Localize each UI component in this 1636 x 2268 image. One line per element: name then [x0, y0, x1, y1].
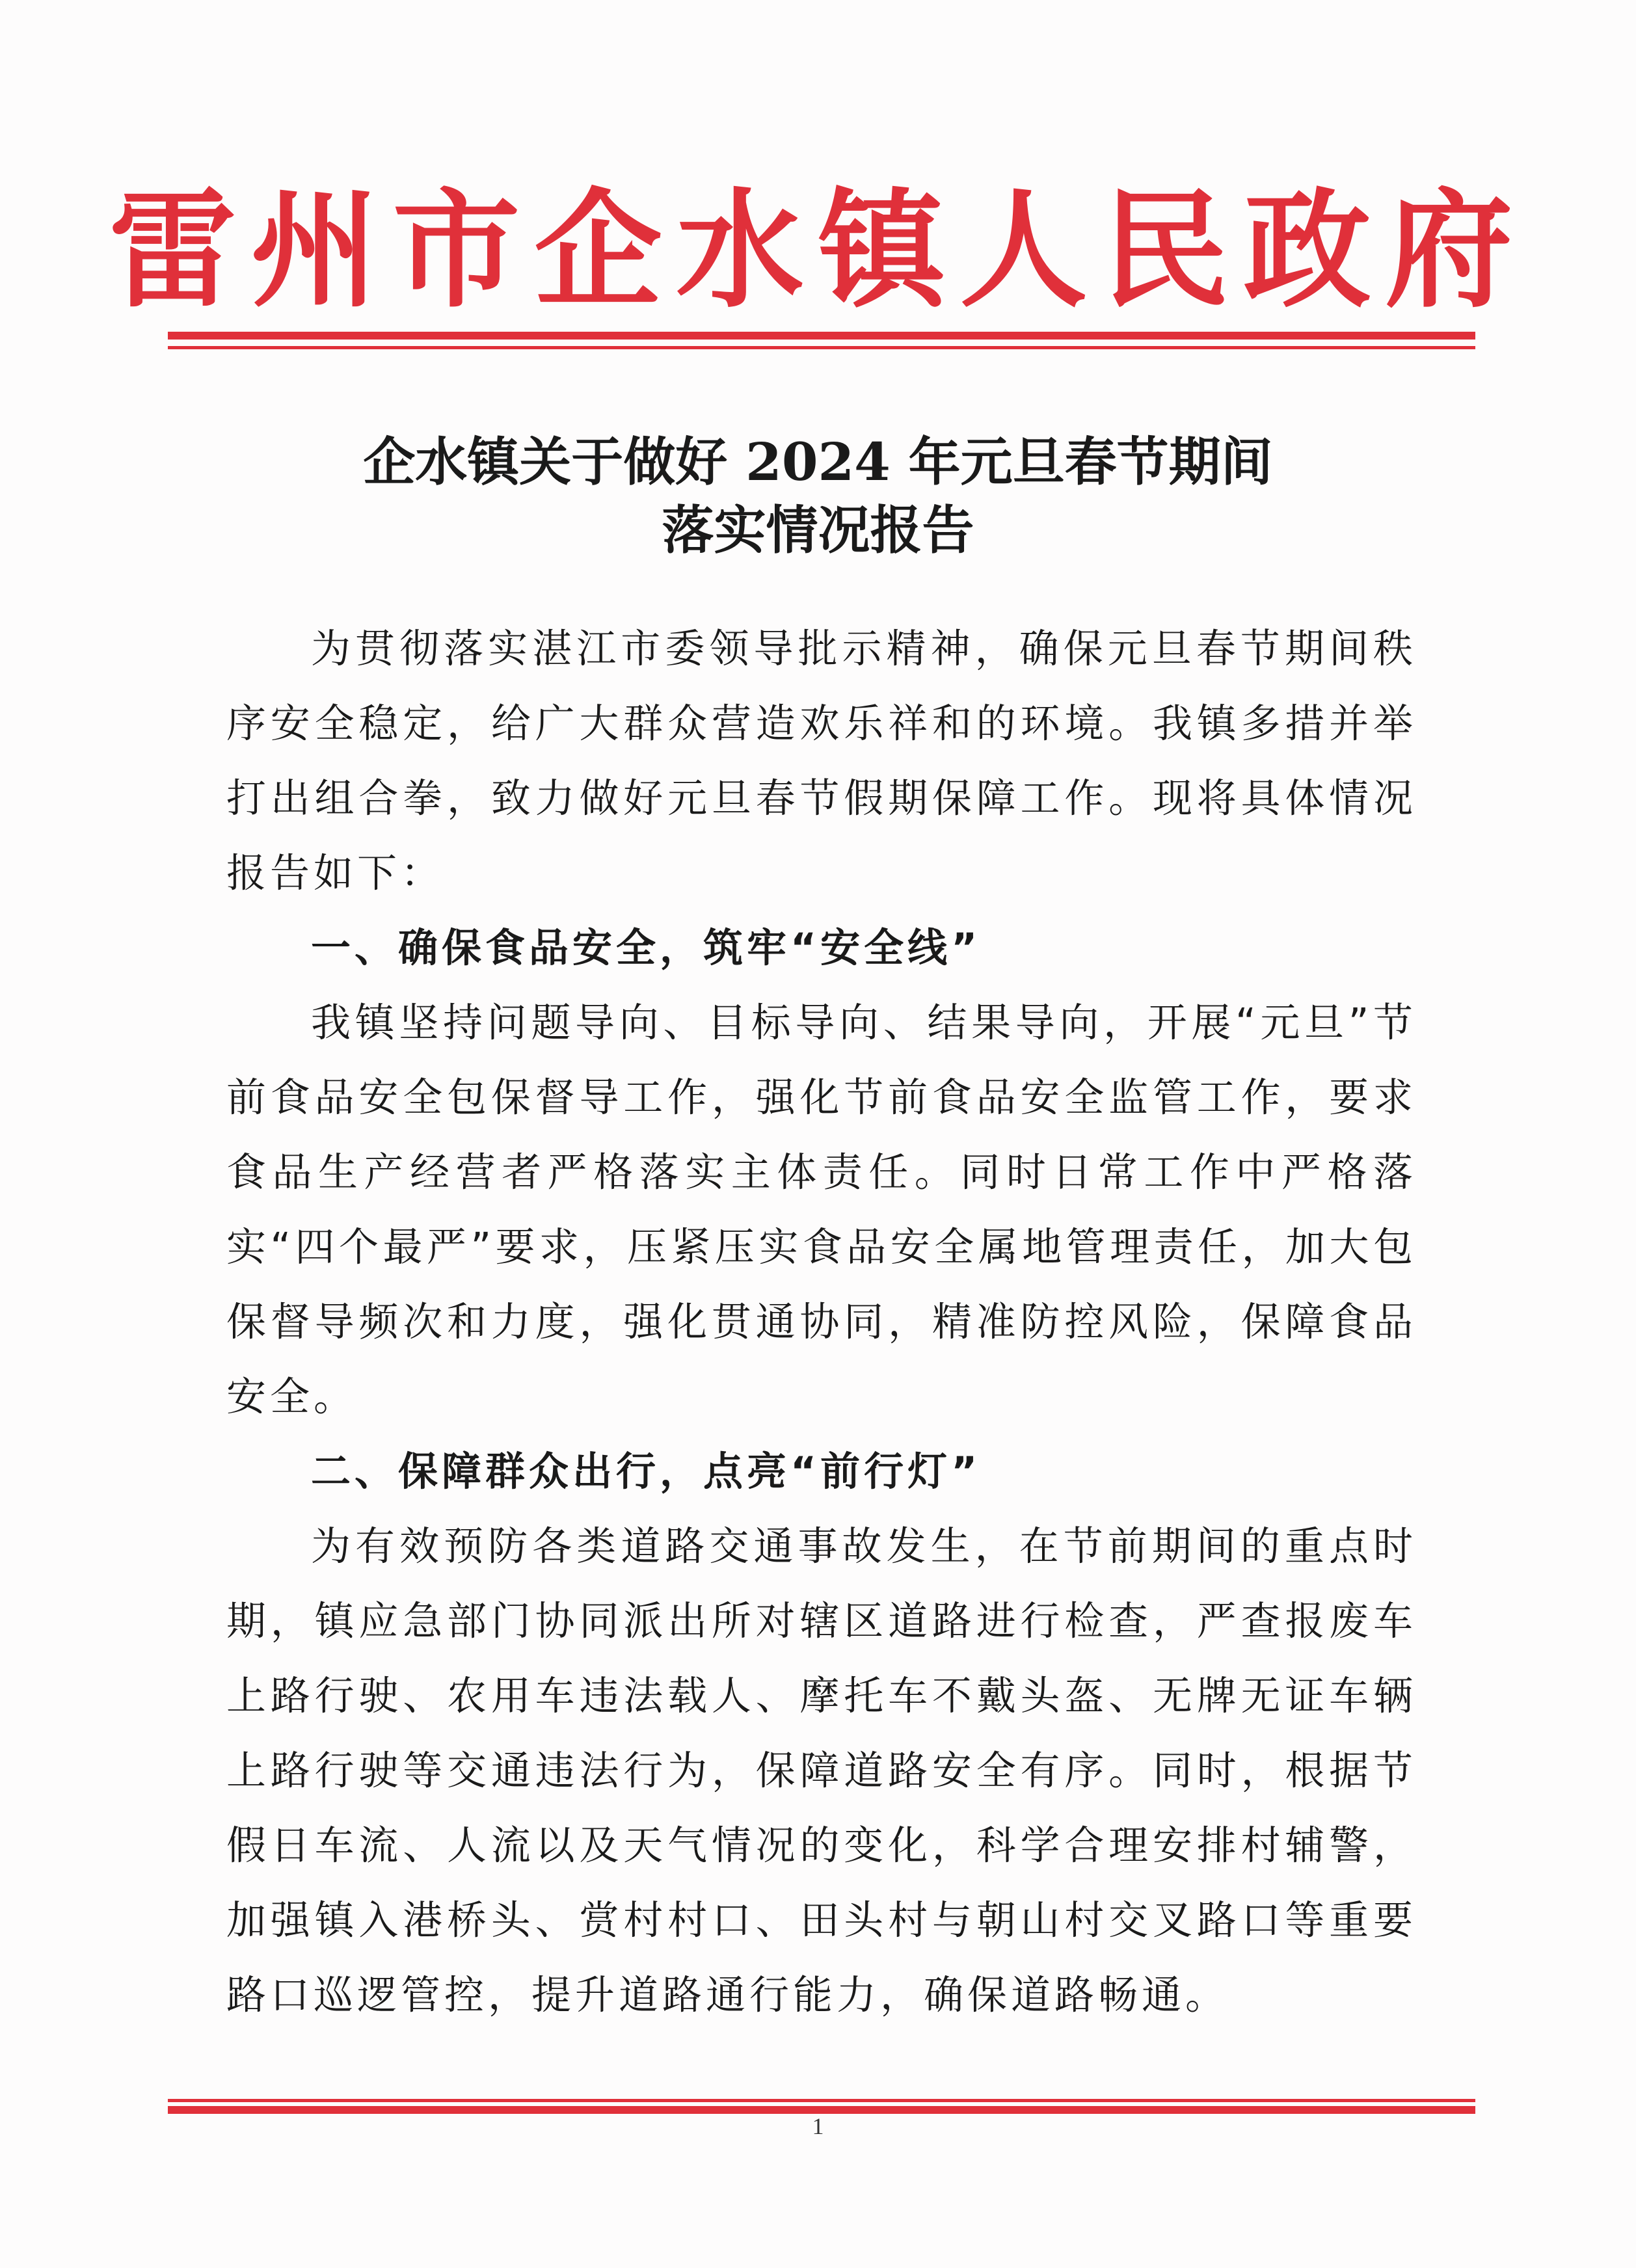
section-2-heading: 二、保障群众出行，点亮“前行灯” [311, 1448, 982, 1495]
section-1-heading: 一、确保食品安全，筑牢“安全线” [311, 925, 982, 971]
footer-red-rule-thin [168, 2099, 1475, 2102]
section-1-paragraph: 我镇坚持问题导向、目标导向、结果导向，开展“元旦”节前食品安全包保督导工作，强化节前食品安全监管工作，要求食品生产经营者严格落实主体责任。同时日常工作中严格落实“四个最严”要求，压紧压实食品安全属地管理责任，加大包保督导频次和力度，强化贯通协同，精准防控风险，保障食品安全。 [226, 1000, 1417, 1420]
section-2-paragraph: 为有效预防各类道路交通事故发生，在节前期间的重点时期，镇应急部门协同派出所对辖区道路进行检查，严查报废车上路行驶、农用车违法载人、摩托车不戴头盔、无牌无证车辆上路行驶等交通违法行为，保障道路安全有序。同时，根据节假日车流、人流以及天气情况的变化，科学合理安排村辅警，加强镇入港桥头、赏村村口、田头村与朝山村交叉路口等重要路口巡逻管控，提升道路通行能力，确保道路畅通。 [226, 1523, 1417, 2018]
issuing-authority-header: 雷州市企水镇人民政府 [109, 176, 1527, 325]
header-red-rule-thin [168, 346, 1475, 349]
document-body [226, 611, 1417, 2033]
document-title-line-1: 企水镇关于做好 2024 年元旦春节期间 [363, 431, 1273, 492]
document-title-line-2: 落实情况报告 [662, 500, 974, 561]
page-number: 1 [812, 2113, 824, 2139]
intro-paragraph: 为贯彻落实湛江市委领导批示精神，确保元旦春节期间秩序安全稳定，给广大群众营造欢乐祥和的环境。我镇多措并举打出组合拳，致力做好元旦春节假期保障工作。现将具体情况报告如下： [226, 626, 1417, 896]
header-red-rule-thick [168, 332, 1475, 340]
